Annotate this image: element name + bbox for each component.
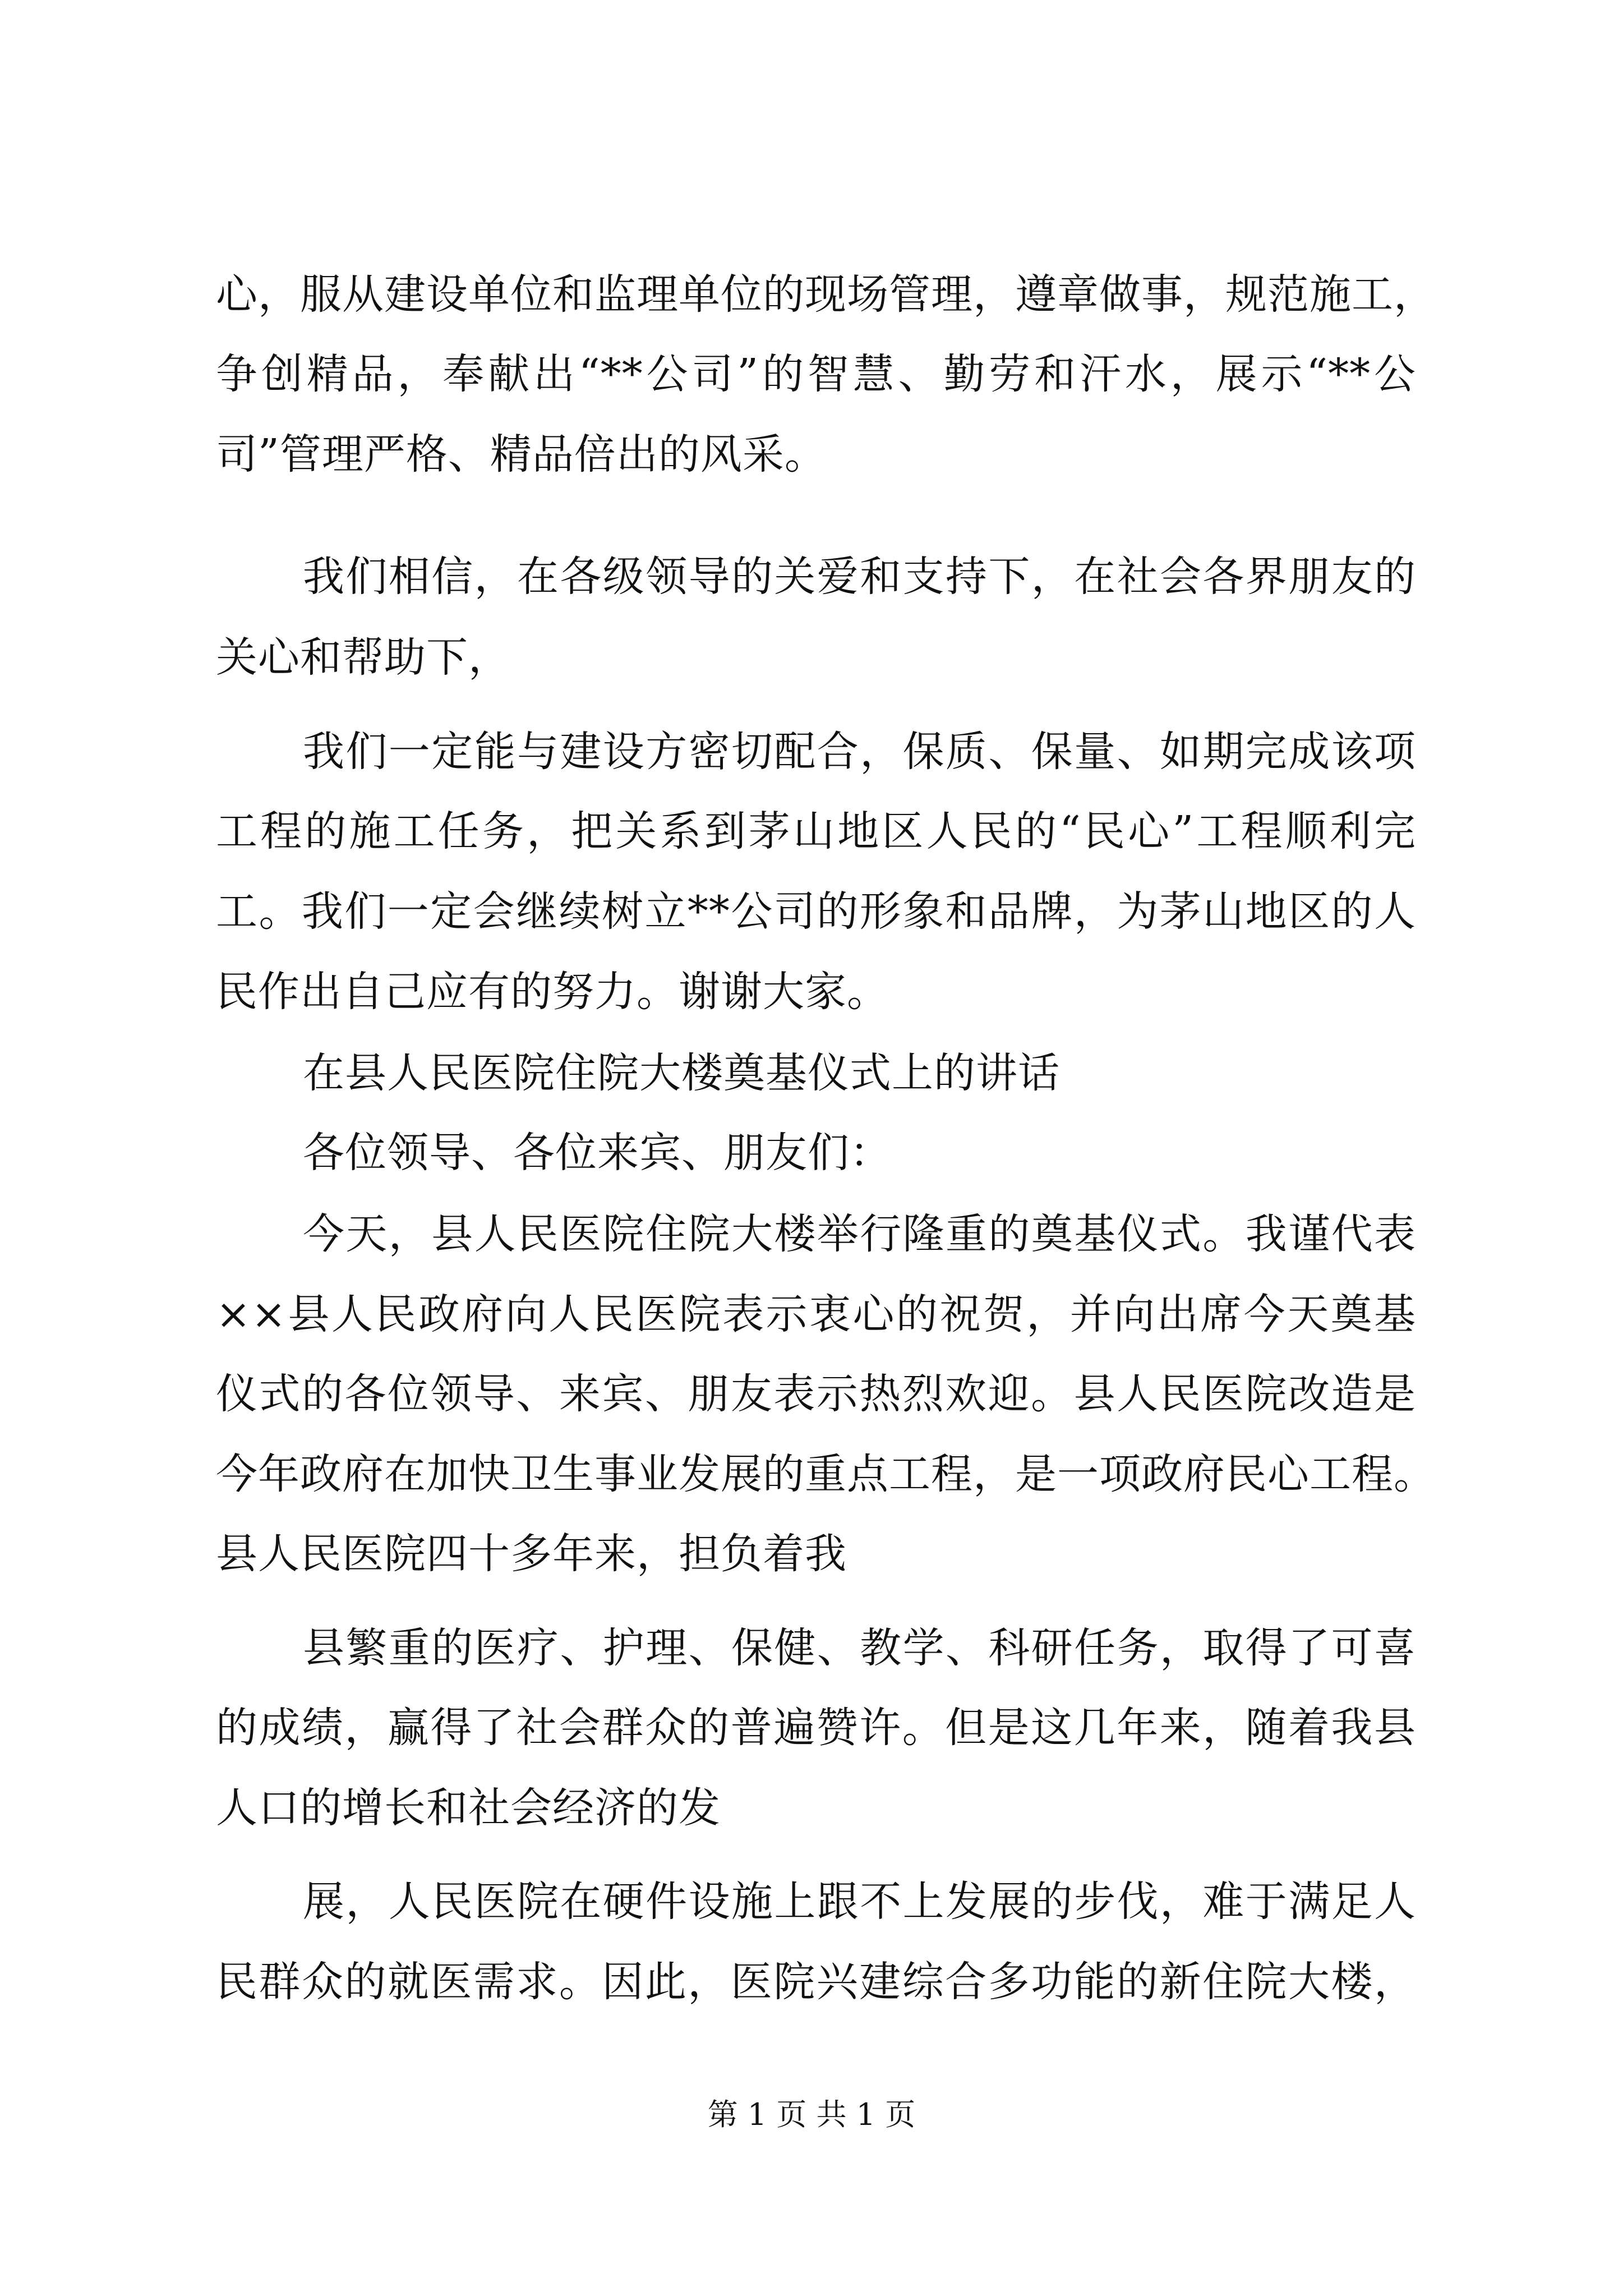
body-line: ××县人民政府向人民医院表示衷心的祝贺，并向出席今天奠基 xyxy=(216,1290,1416,1338)
paragraph-start-line: 今天，县人民医院住院大楼举行隆重的奠基仪式。我谨代表 xyxy=(303,1210,1416,1258)
body-line: 今年政府在加快卫生事业发展的重点工程，是一项政府民心工程。 xyxy=(216,1450,1436,1498)
body-line: 争创精品，奉献出“**公司”的智慧、勤劳和汗水，展示“**公 xyxy=(216,350,1416,398)
body-line: 仪式的各位领导、来宾、朋友表示热烈欢迎。县人民医院改造是 xyxy=(216,1370,1416,1418)
body-line: 人口的增长和社会经济的发 xyxy=(216,1784,721,1832)
body-line: 心，服从建设单位和监理单位的现场管理，遵章做事，规范施工， xyxy=(216,270,1436,319)
body-line: 工程的施工任务，把关系到茅山地区人民的“民心”工程顺利完 xyxy=(216,807,1416,855)
body-line: 县人民医院四十多年来，担负着我 xyxy=(216,1530,847,1578)
paragraph-start-line: 我们一定能与建设方密切配合，保质、保量、如期完成该项 xyxy=(303,728,1416,776)
body-line: 关心和帮助下， xyxy=(216,633,510,682)
body-line: 民群众的就医需求。因此，医院兴建综合多功能的新住院大楼， xyxy=(216,1958,1416,2006)
paragraph-start-line: 县繁重的医疗、护理、保健、教学、科研任务，取得了可喜 xyxy=(303,1624,1416,1672)
body-line: 民作出自己应有的努力。谢谢大家。 xyxy=(216,968,889,1016)
paragraph-start-line: 展，人民医院在硬件设施上跟不上发展的步伐，难于满足人 xyxy=(303,1878,1416,1926)
salutation: 各位领导、各位来宾、朋友们： xyxy=(303,1129,892,1177)
body-line: 司”管理严格、精品倍出的风采。 xyxy=(216,430,827,478)
body-line: 工。我们一定会继续树立**公司的形象和品牌，为茅山地区的人 xyxy=(216,887,1416,936)
body-line: 的成绩，赢得了社会群众的普遍赞许。但是这几年来，随着我县 xyxy=(216,1704,1416,1752)
speech-title: 在县人民医院住院大楼奠基仪式上的讲话 xyxy=(303,1049,1060,1097)
page-number-footer: 第 1 页 共 1 页 xyxy=(707,2097,916,2132)
paragraph-start-line: 我们相信，在各级领导的关爱和支持下，在社会各界朋友的 xyxy=(303,553,1416,601)
